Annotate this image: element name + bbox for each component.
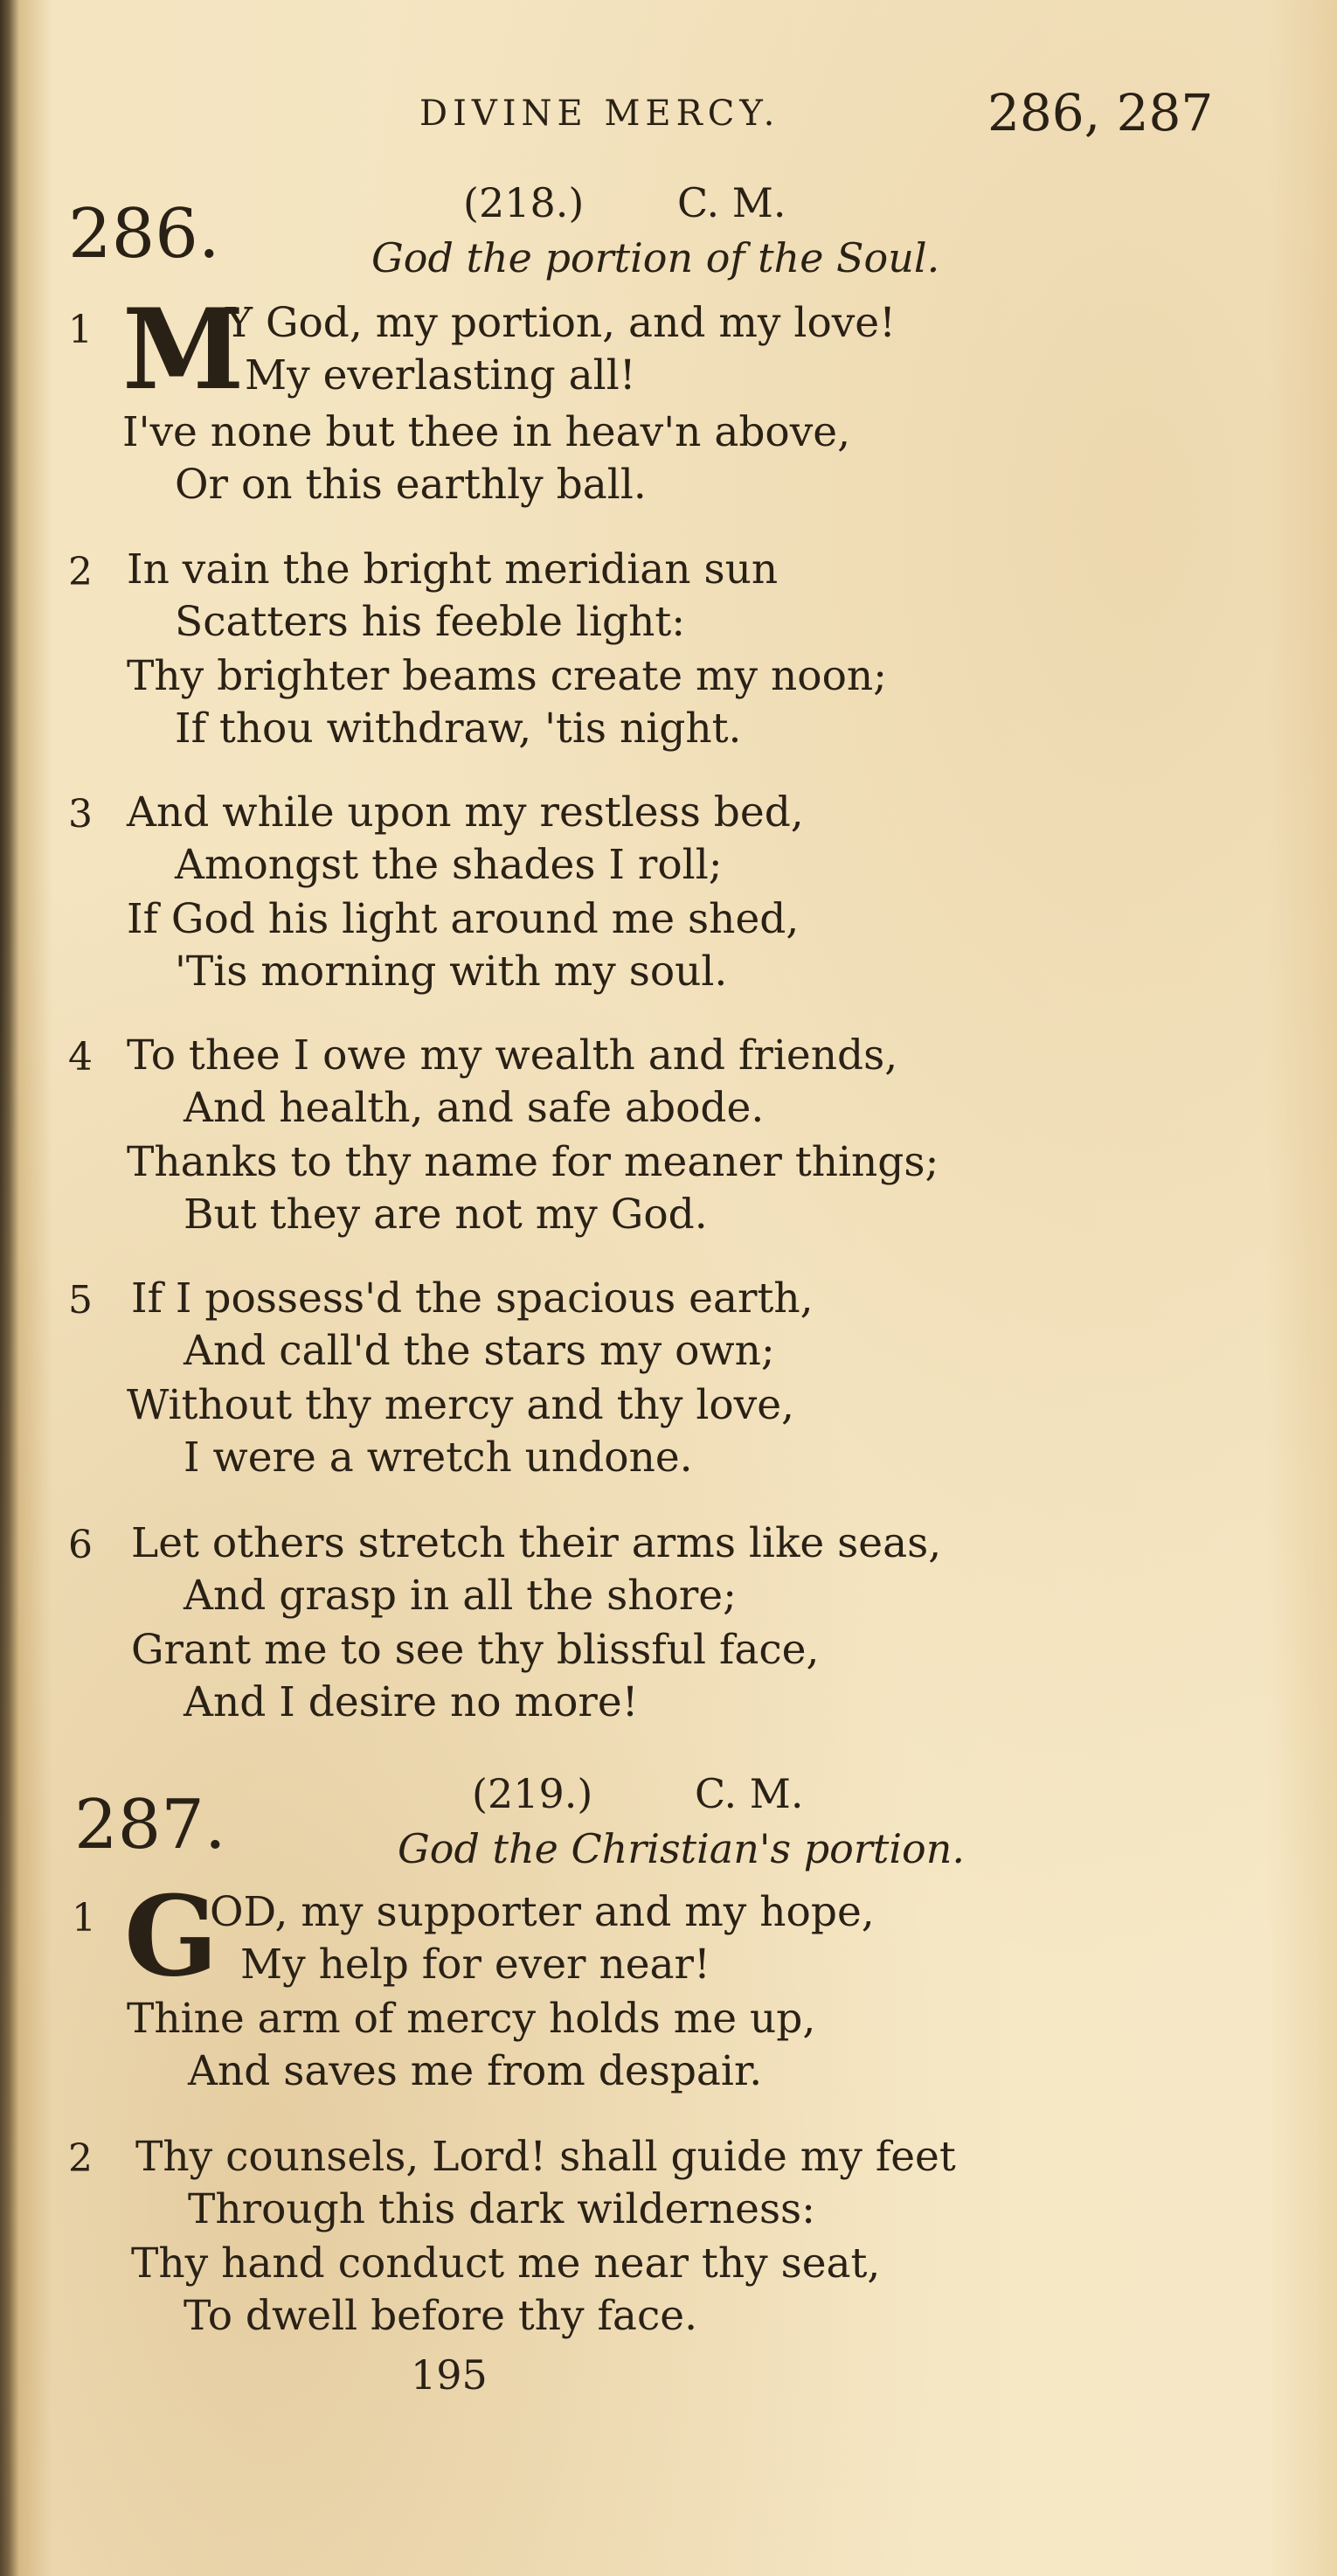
hymn-ref: (219.) <box>472 1770 593 1817</box>
stanza-number: 1 <box>68 308 93 352</box>
verse-line: I've none but thee in heav'n above, <box>122 408 851 456</box>
page-number: 195 <box>411 2351 488 2399</box>
verse-line: Thanks to thy name for meaner things; <box>127 1138 939 1186</box>
drop-cap: M <box>122 285 245 414</box>
verse-line: OD, my supporter and my hope, <box>210 1888 875 1936</box>
stanza-number: 1 <box>72 1896 96 1941</box>
hymn-number: 286. <box>68 195 220 274</box>
verse-line: In vain the bright meridian sun <box>127 545 779 594</box>
verse-line: To thee I owe my wealth and friends, <box>127 1031 898 1080</box>
verse-line: And call'd the stars my own; <box>184 1327 775 1375</box>
stanza-number: 4 <box>68 1035 93 1080</box>
stanza-number: 6 <box>68 1523 93 1567</box>
running-header <box>419 83 1293 153</box>
verse-line: Let others stretch their arms like seas, <box>131 1519 942 1567</box>
verse-line: But they are not my God. <box>184 1191 708 1239</box>
verse-line: To dwell before thy face. <box>184 2292 698 2340</box>
hymn-metre: C. M. <box>677 179 786 226</box>
verse-line: Amongst the shades I roll; <box>175 841 723 889</box>
verse-line: Through this dark wilderness: <box>188 2185 816 2233</box>
verse-line: And I desire no more! <box>184 1678 639 1726</box>
stanza-number: 2 <box>68 2136 93 2181</box>
verse-line: Or on this earthly ball. <box>175 461 647 509</box>
hymn-ref: (218.) <box>463 179 585 226</box>
verse-line: I were a wretch undone. <box>184 1434 693 1482</box>
verse-line: Grant me to see thy blissful face, <box>131 1626 820 1674</box>
verse-line: Thy counsels, Lord! shall guide my feet <box>135 2133 956 2181</box>
verse-line: My help for ever near! <box>240 1941 710 1989</box>
verse-line: Without thy mercy and thy love, <box>127 1381 794 1429</box>
verse-line: If thou withdraw, 'tis night. <box>175 705 742 753</box>
hymn-range: 286, 287 <box>987 83 1214 142</box>
verse-line: Y God, my portion, and my love! <box>225 299 897 347</box>
hymn-subtitle: God the Christian's portion. <box>398 1825 965 1872</box>
hymn-metre: C. M. <box>695 1770 804 1817</box>
verse-line: And grasp in all the shore; <box>184 1572 737 1620</box>
verse-line: If I possess'd the spacious earth, <box>131 1274 814 1323</box>
verse-line: Thine arm of mercy holds me up, <box>127 1995 816 2043</box>
verse-line: If God his light around me shed, <box>127 895 800 943</box>
verse-line: Thy hand conduct me near thy seat, <box>131 2239 881 2288</box>
verse-line: Scatters his feeble light: <box>175 598 686 646</box>
stanza-number: 2 <box>68 550 93 594</box>
stanza-number: 3 <box>68 792 93 837</box>
verse-line: And saves me from despair. <box>188 2047 763 2095</box>
verse-line: 'Tis morning with my soul. <box>175 948 728 996</box>
verse-line: My everlasting all! <box>245 351 636 399</box>
verse-line: And while upon my restless bed, <box>127 788 804 837</box>
hymn-number: 287. <box>74 1786 226 1864</box>
verse-line: And health, and safe abode. <box>184 1084 765 1132</box>
verse-line: Thy brighter beams create my noon; <box>127 652 888 700</box>
drop-cap: G <box>124 1871 218 2001</box>
hymn-subtitle: God the portion of the Soul. <box>371 234 940 281</box>
stanza-number: 5 <box>68 1278 93 1323</box>
running-title: DIVINE MERCY. <box>419 94 780 134</box>
